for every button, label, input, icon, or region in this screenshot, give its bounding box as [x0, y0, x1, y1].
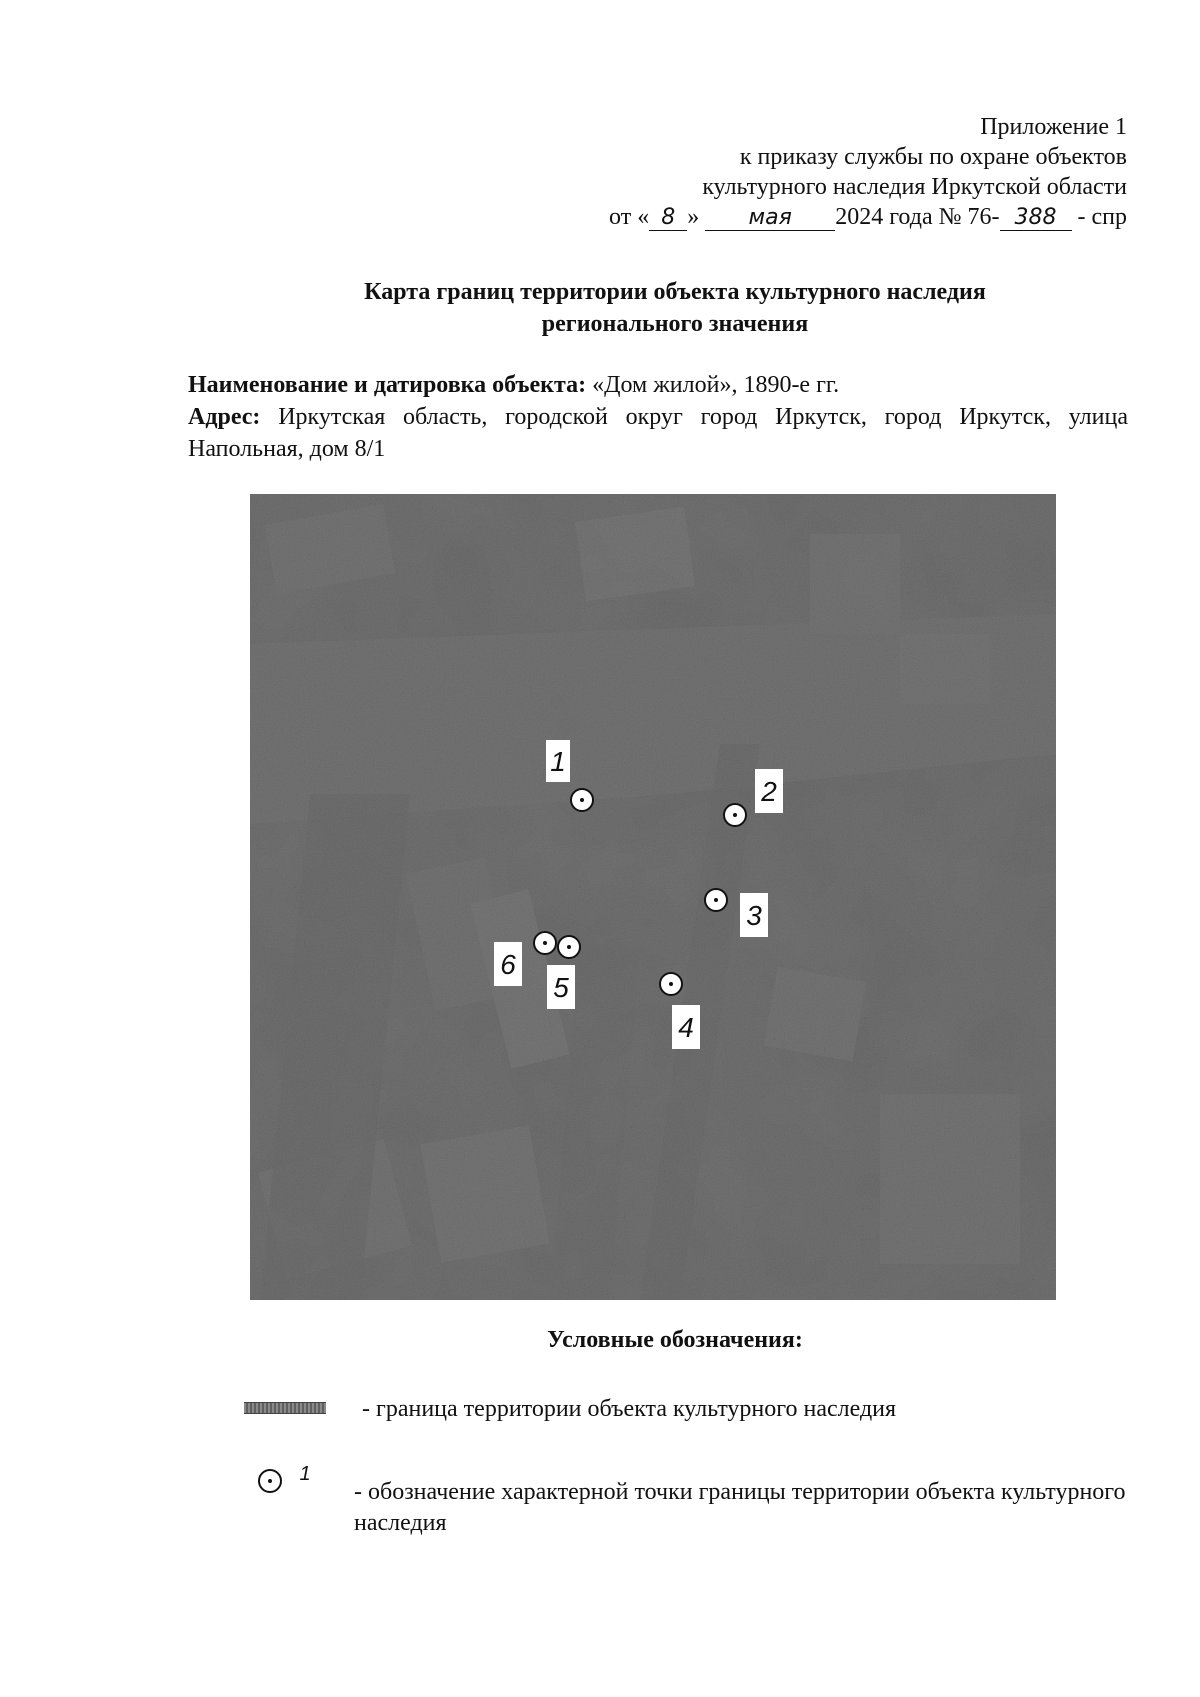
object-name-label: Наименование и датировка объекта:	[188, 372, 587, 398]
legend-boundary-text: - граница территории объекта культурного наследия	[362, 1396, 897, 1422]
legend-point-text: - обозначение характерной точки границы территории объекта культурного наследия	[354, 1479, 1126, 1536]
order-suffix: - спр	[1071, 204, 1127, 230]
object-address-label: Адрес:	[188, 404, 261, 430]
boundary-line-symbol	[244, 1402, 326, 1414]
header-date-line	[609, 202, 1127, 232]
document-title	[0, 276, 1200, 340]
point-label-5: 5	[553, 972, 569, 1003]
date-year: 2024 года № 76-	[835, 204, 1000, 230]
point-symbol	[257, 1466, 317, 1496]
header-appendix-line: Приложение 1	[980, 114, 1127, 140]
object-name-value: «Дом жилой», 1890-е гг.	[586, 372, 840, 398]
object-name-row	[188, 369, 1128, 401]
header-order-line: к приказу службы по охране объектов	[739, 144, 1127, 170]
satellite-map	[250, 494, 1056, 1300]
point-sample-label: 1	[299, 1466, 311, 1485]
point-label-1: 1	[550, 746, 566, 777]
date-prefix: от «	[609, 204, 650, 230]
point-label-6: 6	[500, 949, 516, 980]
point-label-3: 3	[746, 900, 762, 931]
title-line-2: регионального значения	[541, 311, 809, 337]
object-info	[188, 369, 1128, 465]
date-mid: »	[687, 204, 700, 230]
object-address-value: Иркутская область, городской округ город Иркутск, город Иркутск, улица Напольная, дом 8/1	[188, 404, 1128, 462]
point-label-2: 2	[761, 776, 777, 807]
date-day: 8	[649, 206, 687, 231]
date-month: мая	[705, 206, 835, 231]
order-number: 388	[1000, 206, 1072, 231]
object-address-row	[188, 401, 1128, 465]
header-service-line: культурного наследия Иркутской области	[702, 174, 1127, 200]
title-line-1: Карта границ территории объекта культурного наследия	[364, 279, 986, 305]
point-label-4: 4	[678, 1012, 694, 1043]
map-image	[250, 494, 1056, 1300]
legend-title: Условные обозначения:	[547, 1327, 803, 1353]
document-header	[609, 112, 1127, 232]
